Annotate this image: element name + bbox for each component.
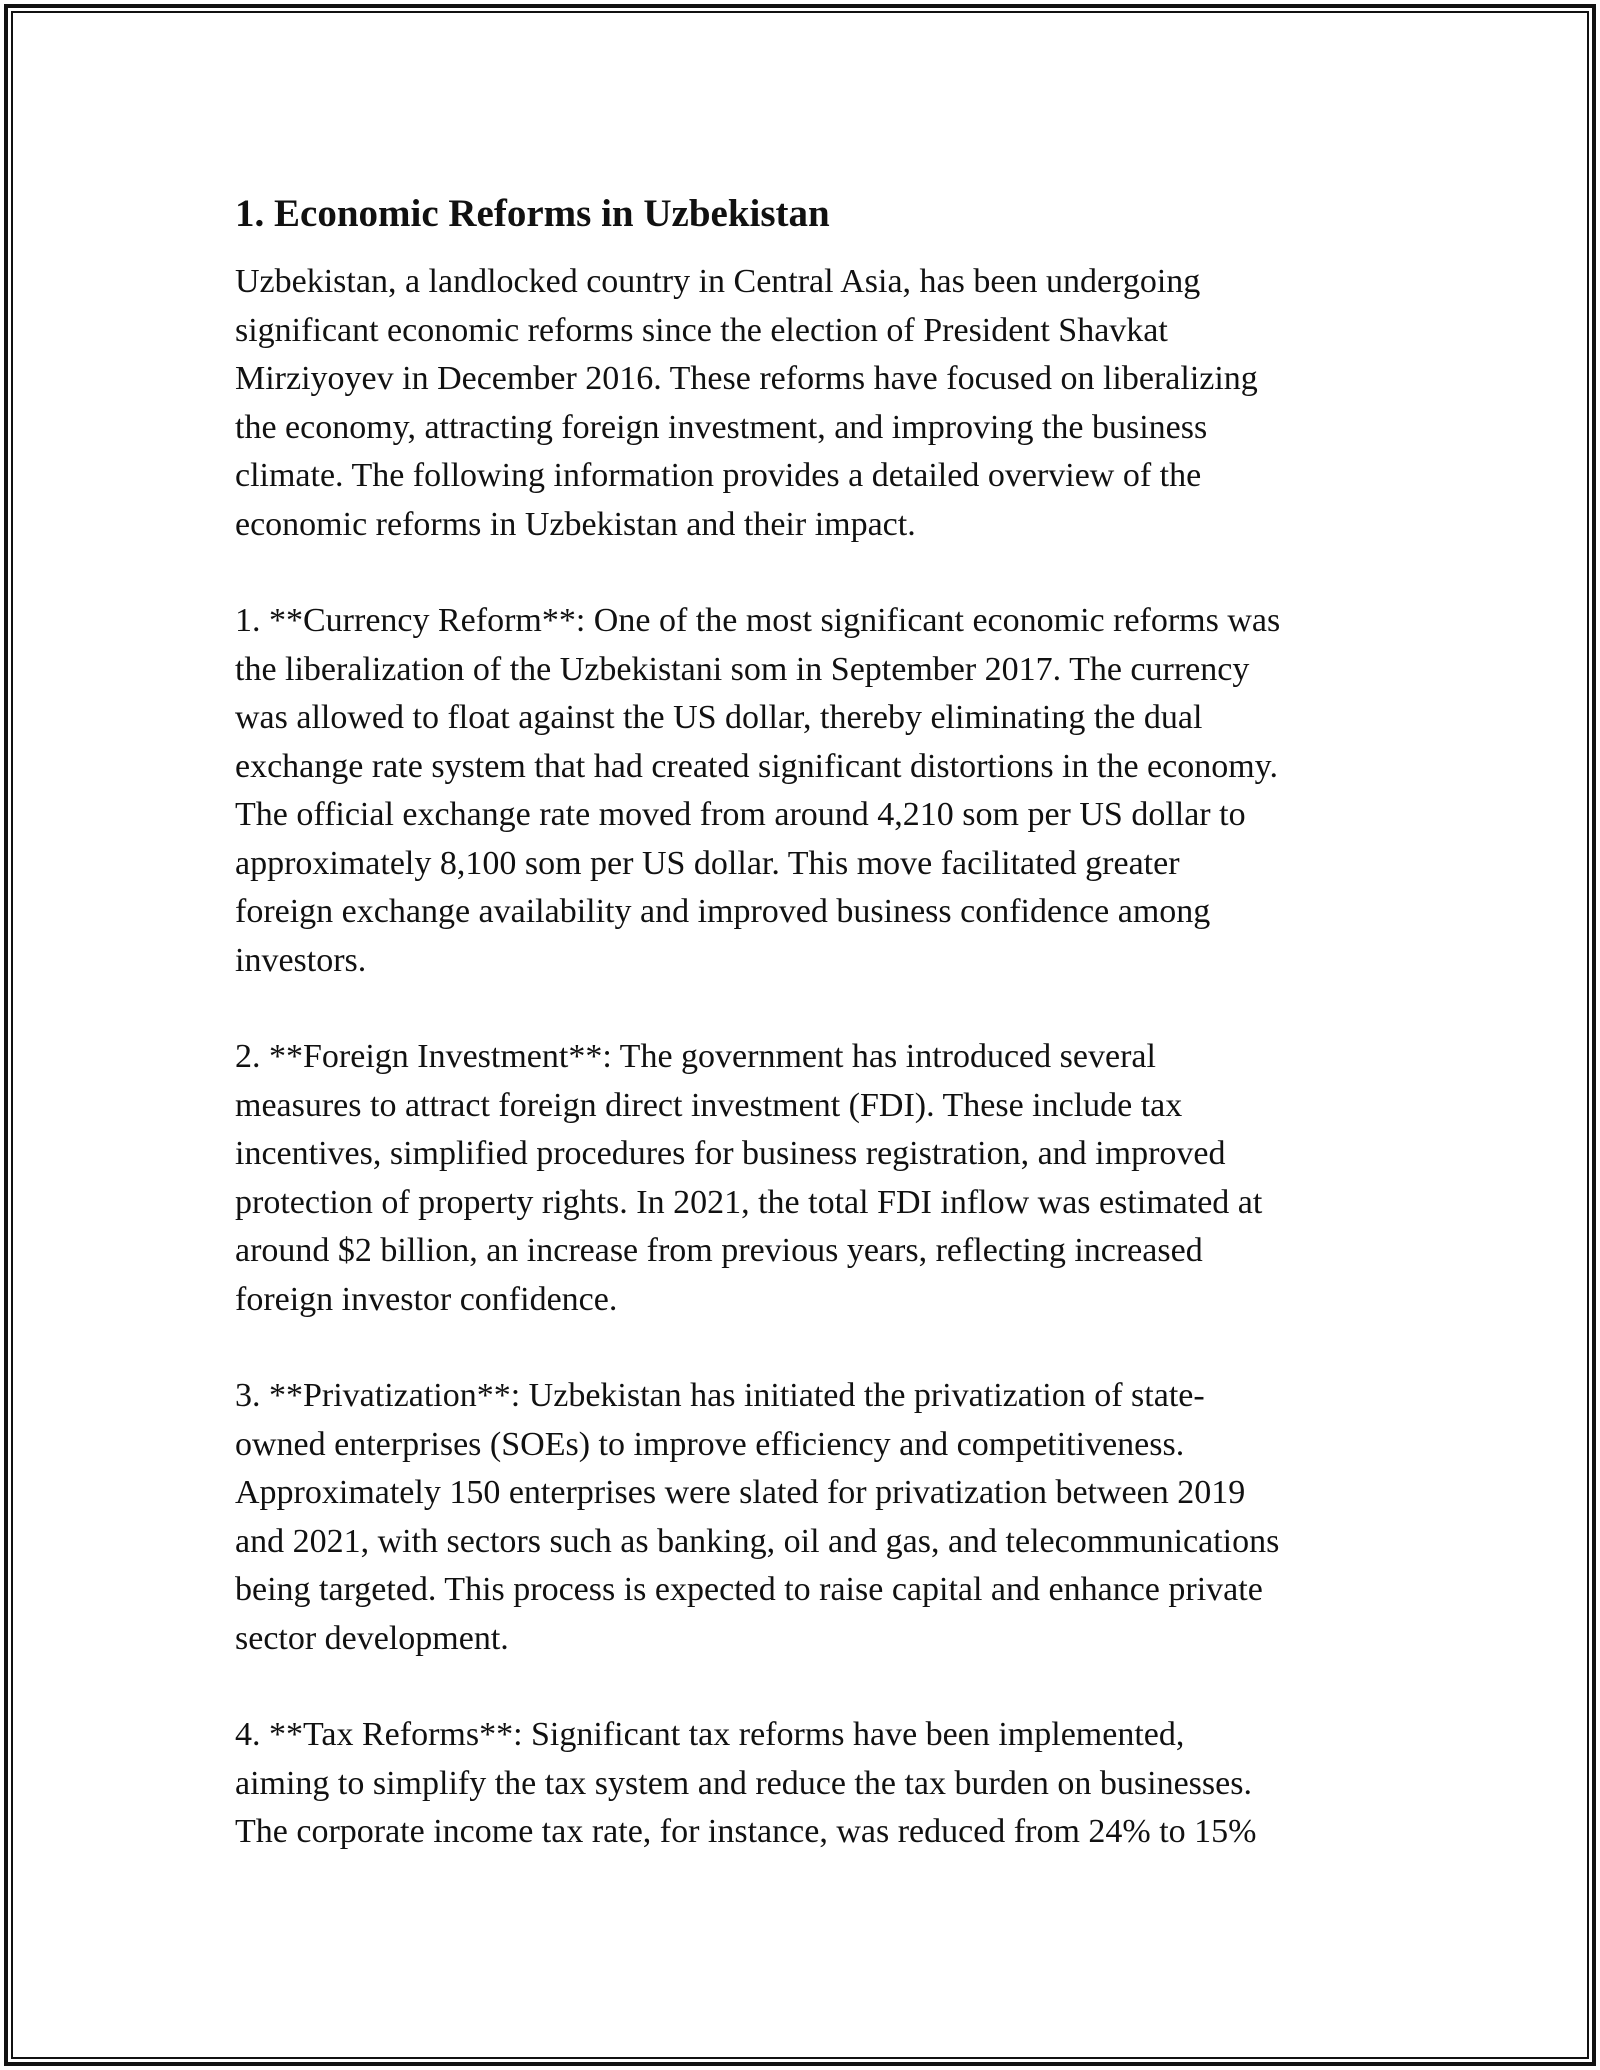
section-heading: 1. Economic Reforms in Uzbekistan [235,192,830,235]
tax-reforms-paragraph: 4. **Tax Reforms**: Significant tax reforms have been implemented, aiming to simplify the tax system and reduce the tax burden on businesses. The corporate income tax rate, for instance, was reduced from 24% to 15% [235,1716,1257,1850]
foreign-investment-paragraph: 2. **Foreign Investment**: The government has introduced several measures to attract foreign direct investment (FDI). These include tax incentives, simplified procedures for business registration, and improved protection of property rights. In 2021, the total FDI inflow was estimated at around $2 billion, an increase from previous years, reflecting increased foreign investor confidence. [235,1038,1263,1318]
privatization-paragraph: 3. **Privatization**: Uzbekistan has initiated the privatization of state- owned enterprises (SOEs) to improve efficiency and competitiveness. Approximately 150 enterprises were slated for privatization between 2019 and 2021, with sectors such as banking, oil and gas, and telecommunications being targeted. This process is expected to raise capital and enhance private sector development. [235,1377,1280,1657]
intro-paragraph: Uzbekistan, a landlocked country in Central Asia, has been undergoing significant economic reforms since the election of President Shavkat Mirziyoyev in December 2016. These reforms have focused on liberalizing the economy, attracting foreign investment, and improving the business climate. The following information provides a detailed overview of the economic reforms in Uzbekistan and their impact. [235,263,1258,543]
currency-reform-paragraph: 1. **Currency Reform**: One of the most significant economic reforms was the liberalization of the Uzbekistani som in September 2017. The currency was allowed to float against the US dollar, thereby eliminating the dual exchange rate system that had created significant distortions in the economy. The official exchange rate moved from around 4,210 som per US dollar to approximately 8,100 som per US dollar. This move facilitated greater foreign exchange availability and improved business confidence among investors. [235,602,1281,979]
document-body [235,190,1385,1857]
